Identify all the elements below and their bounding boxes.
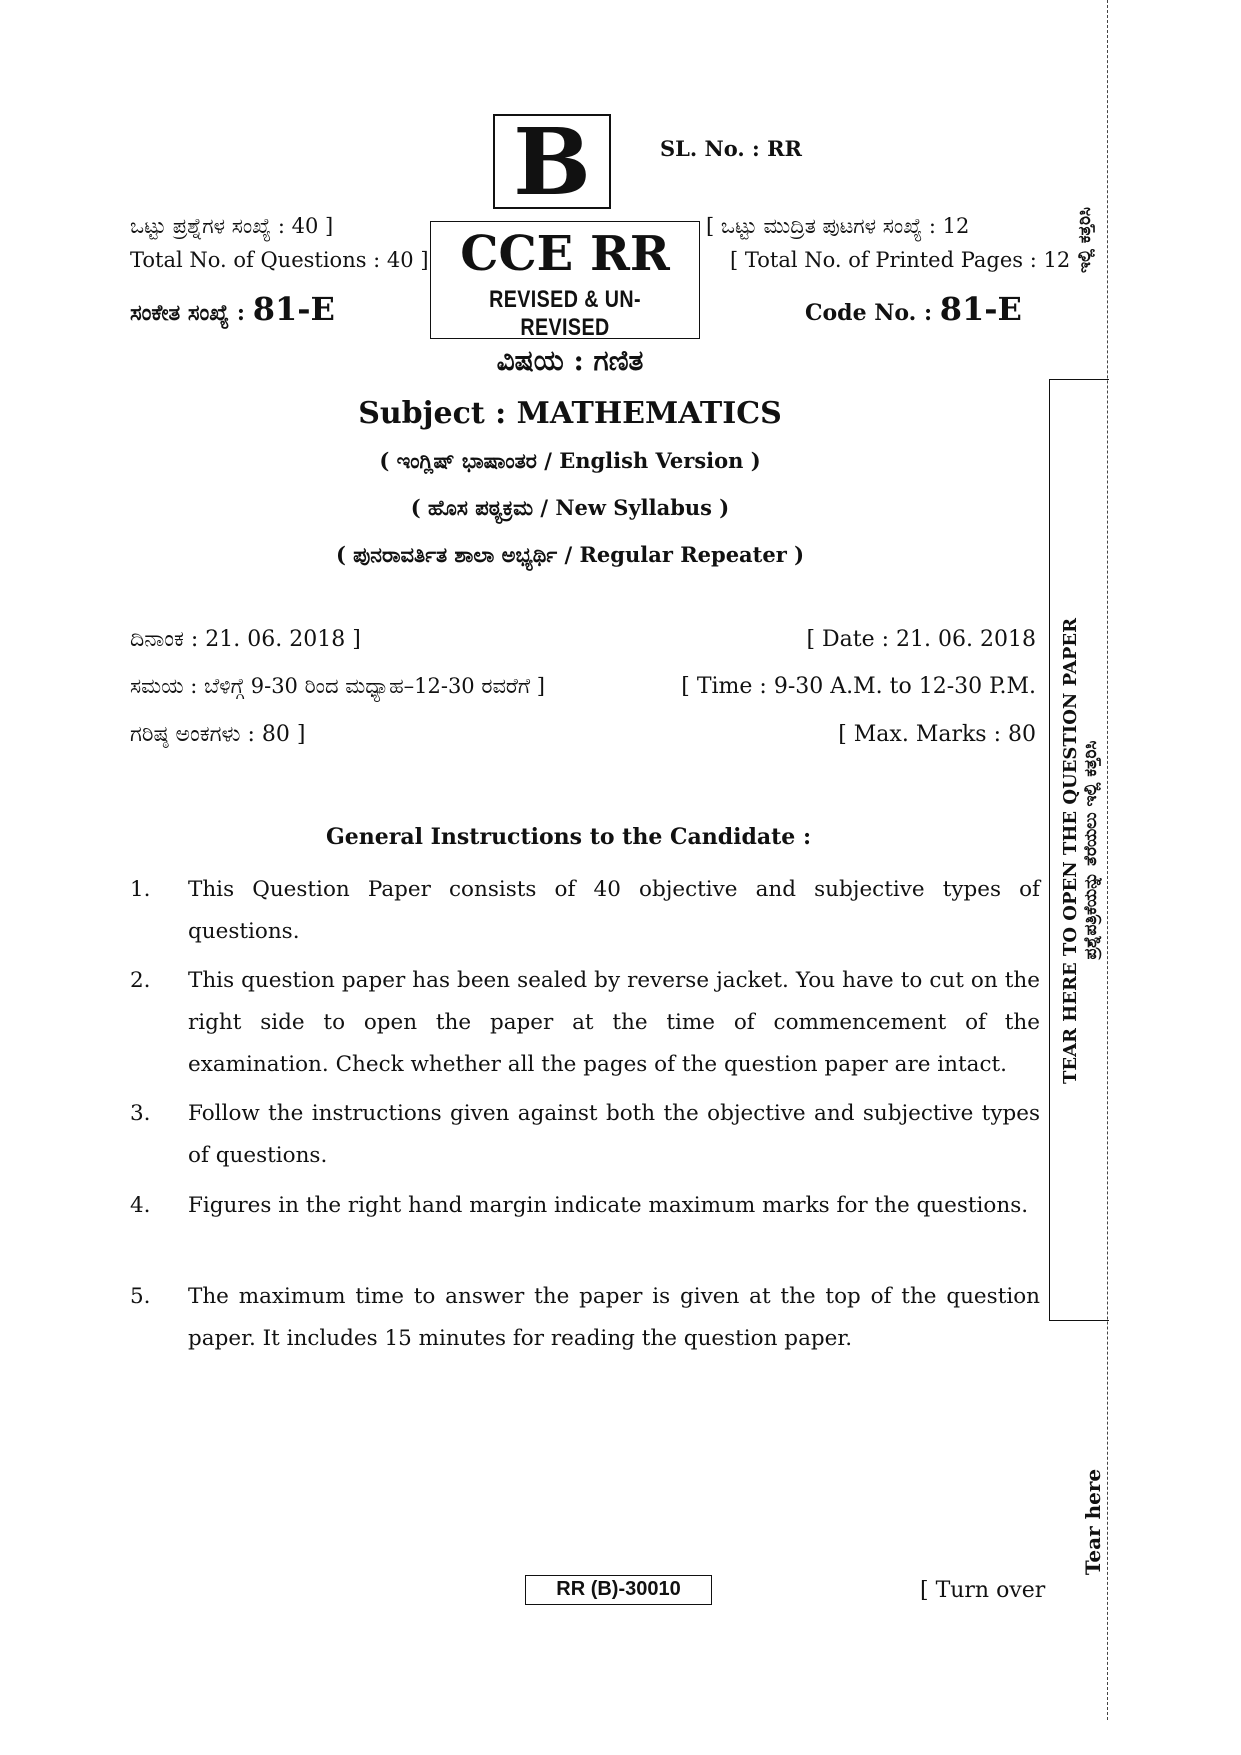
turn-over-note: [ Turn over — [920, 1578, 1046, 1603]
instruction-number: 1. — [130, 877, 151, 902]
code-number-english — [805, 290, 1022, 328]
instruction-item — [130, 960, 1040, 1086]
max-marks-english: [ Max. Marks : 80 — [838, 722, 1036, 747]
exam-title: CCE RR — [460, 226, 670, 282]
tear-instruction-english: TEAR HERE TO OPEN THE QUESTION PAPER — [1060, 617, 1081, 1085]
instruction-item — [130, 869, 1040, 953]
code-label-english: Code No. : — [805, 300, 933, 326]
date-english: [ Date : 21. 06. 2018 — [806, 627, 1036, 652]
instruction-number: 4. — [130, 1193, 151, 1218]
code-value-kannada: 81-E — [252, 290, 335, 328]
code-label-kannada: ಸಂಕೇತ ಸಂಖ್ಯೆ : — [130, 300, 246, 326]
instruction-number: 2. — [130, 968, 151, 993]
total-pages-english: [ Total No. of Printed Pages : 12 — [730, 248, 1071, 272]
instruction-number: 3. — [130, 1101, 151, 1126]
syllabus-type: ( ಹೊಸ ಪಠ್ಯಕ್ರಮ / New Syllabus ) — [410, 495, 730, 520]
instruction-text: Figures in the right hand margin indicate maximum marks for the questions. — [188, 1193, 1029, 1218]
time-kannada: ಸಮಯ : ಬೆಳಿಗ್ಗೆ 9-30 ರಿಂದ ಮಧ್ಯಾಹ–12-30 ರವರೆಗೆ ] — [130, 674, 545, 698]
tear-here-kannada-top: ಇಲ್ಲಿ ಕತ್ತರಿಸಿ — [1075, 207, 1095, 273]
language-version: ( ಇಂಗ್ಲಿಷ್ ಭಾಷಾಂತರ / English Version ) — [379, 448, 761, 473]
code-value-english: 81-E — [939, 290, 1022, 328]
instruction-item — [130, 1185, 1040, 1227]
paper-code-box: RR (B)-30010 — [525, 1575, 712, 1605]
candidate-type: ( ಪುನರಾವರ್ತಿತ ಶಾಲಾ ಅಭ್ಯರ್ಥಿ / Regular Repeater ) — [335, 542, 805, 567]
total-pages-kannada: [ ಒಟ್ಟು ಮುದ್ರಿತ ಪುಟಗಳ ಸಂಖ್ಯೆ : 12 — [706, 214, 970, 238]
exam-subtitle: REVISED & UN-REVISED — [489, 285, 641, 341]
instruction-text: This Question Paper consists of 40 objective and subjective types of questions. — [188, 877, 1040, 944]
total-questions-english: Total No. of Questions : 40 ] — [130, 248, 429, 272]
exam-title-box — [430, 221, 700, 339]
serial-number: SL. No. : RR — [660, 136, 802, 161]
instructions-heading: General Instructions to the Candidate : — [326, 824, 812, 850]
tear-instruction-kannada: ಪ್ರಶ್ನೆಪತ್ರಿಕೆಯನ್ನು ತೆರೆಯಲು ಇಲ್ಲಿ ಕತ್ತರಿಸಿ — [1081, 740, 1101, 960]
instruction-item — [130, 1276, 1040, 1360]
subject-kannada: ವಿಷಯ : ಗಣಿತ — [496, 344, 644, 377]
total-questions-kannada: ಒಟ್ಟು ಪ್ರಶ್ನೆಗಳ ಸಂಖ್ಯೆ : 40 ] — [130, 214, 334, 238]
instruction-text: This question paper has been sealed by reverse jacket. You have to cut on the right side to open the paper at the time of commencement of the examination. Check whether all the pages of the question paper are intact. — [188, 968, 1040, 1077]
subject-english: Subject : MATHEMATICS — [358, 396, 782, 431]
instruction-item — [130, 1093, 1040, 1177]
time-english: [ Time : 9-30 A.M. to 12-30 P.M. — [681, 674, 1036, 699]
instruction-text: The maximum time to answer the paper is given at the top of the question paper. It includes 15 minutes for reading the question paper. — [188, 1284, 1040, 1351]
date-kannada: ದಿನಾಂಕ : 21. 06. 2018 ] — [130, 627, 361, 652]
code-number-kannada — [130, 290, 335, 328]
version-letter-box: B — [493, 114, 611, 209]
instruction-text: Follow the instructions given against both the objective and subjective types of questions. — [188, 1101, 1040, 1168]
instruction-number: 5. — [130, 1284, 151, 1309]
max-marks-kannada: ಗರಿಷ್ಠ ಅಂಕಗಳು : 80 ] — [130, 722, 306, 747]
tear-here-english-bottom: Tear here — [1081, 1468, 1105, 1576]
